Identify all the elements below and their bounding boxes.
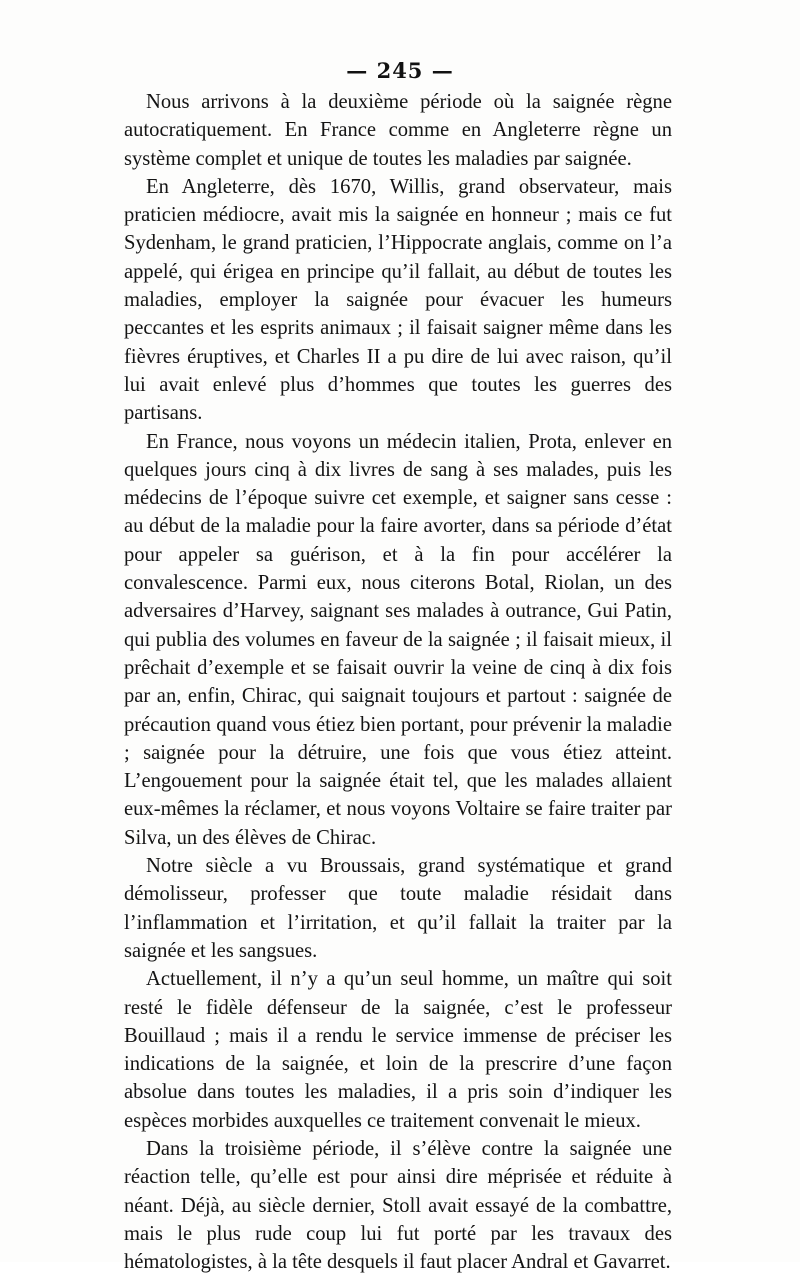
body-text	[124, 88, 672, 1276]
paragraph-3: En France, nous voyons un médecin italien, Prota, enlever en quelques jours cinq à dix livres de sang à ses malades, puis les médecins de l’époque suivre cet exemple, et saigner sans cesse : au début de la maladie pour la faire avorter, dans sa période d’état pour appeler sa guérison, et à la fin pour accélérer la convalescence. Parmi eux, nous citerons Botal, Riolan, un des adversaires d’Harvey, saignant ses malades à outrance, Gui Patin, qui publia des volumes en faveur de la saignée ; il faisait mieux, il prêchait d’exemple et se faisait ouvrir la veine de cinq à dix fois par an, enfin, Chirac, qui saignait toujours et partout : saignée de précaution quand vous étiez bien portant, pour prévenir la maladie ; saignée pour la détruire, une fois que vous étiez atteint. L’engouement pour la saignée était tel, que les malades allaient eux-mêmes la réclamer, et nous voyons Voltaire se faire traiter par Silva, un des élèves de Chirac.	[124, 430, 672, 849]
paragraph-5: Actuellement, il n’y a qu’un seul homme, un maître qui soit resté le fidèle défenseur de la saignée, c’est le professeur Bouillaud ; mais il a rendu le service immense de préciser les indications de la saignée, et loin de la prescrire d’une façon absolue dans toutes les maladies, il a pris soin d’indiquer les espèces morbides auxquelles ce traitement convenait le mieux.	[124, 968, 672, 1132]
paragraph-6: Dans la troisième période, il s’élève contre la saignée une réaction telle, qu’elle est pour ainsi dire méprisée et réduite à néant. Déjà, au siècle dernier, Stoll avait essayé de la combattre, mais le plus rude coup lui fut porté par les travaux des hématologistes, à la tête desquels il faut placer Andral et Gavarret.	[124, 1137, 672, 1274]
page-number: — 245 —	[346, 58, 454, 83]
paragraph-4: Notre siècle a vu Broussais, grand systématique et grand démolisseur, professer que toute maladie résidait dans l’inflammation et l’irritation, et qu’il fallait la traiter par la saignée et les sangsues.	[124, 855, 672, 962]
paragraph-1: Nous arrivons à la deuxième période où la saignée règne autocratiquement. En France comme en Angleterre règne un système complet et unique de toutes les maladies par saignée.	[124, 91, 672, 170]
paragraph-2: En Angleterre, dès 1670, Willis, grand observateur, mais praticien médiocre, avait mis la saignée en honneur ; mais ce fut Sydenham, le grand praticien, l’Hippocrate anglais, comme on l’a appelé, qui érigea en principe qu’il fallait, au début de toutes les maladies, employer la saignée pour évacuer les humeurs peccantes et les esprits animaux ; il faisait saigner même dans les fièvres éruptives, et Charles II a pu dire de lui avec raison, qu’il lui avait enlevé plus d’hommes que toutes les guerres des partisans.	[124, 175, 672, 425]
